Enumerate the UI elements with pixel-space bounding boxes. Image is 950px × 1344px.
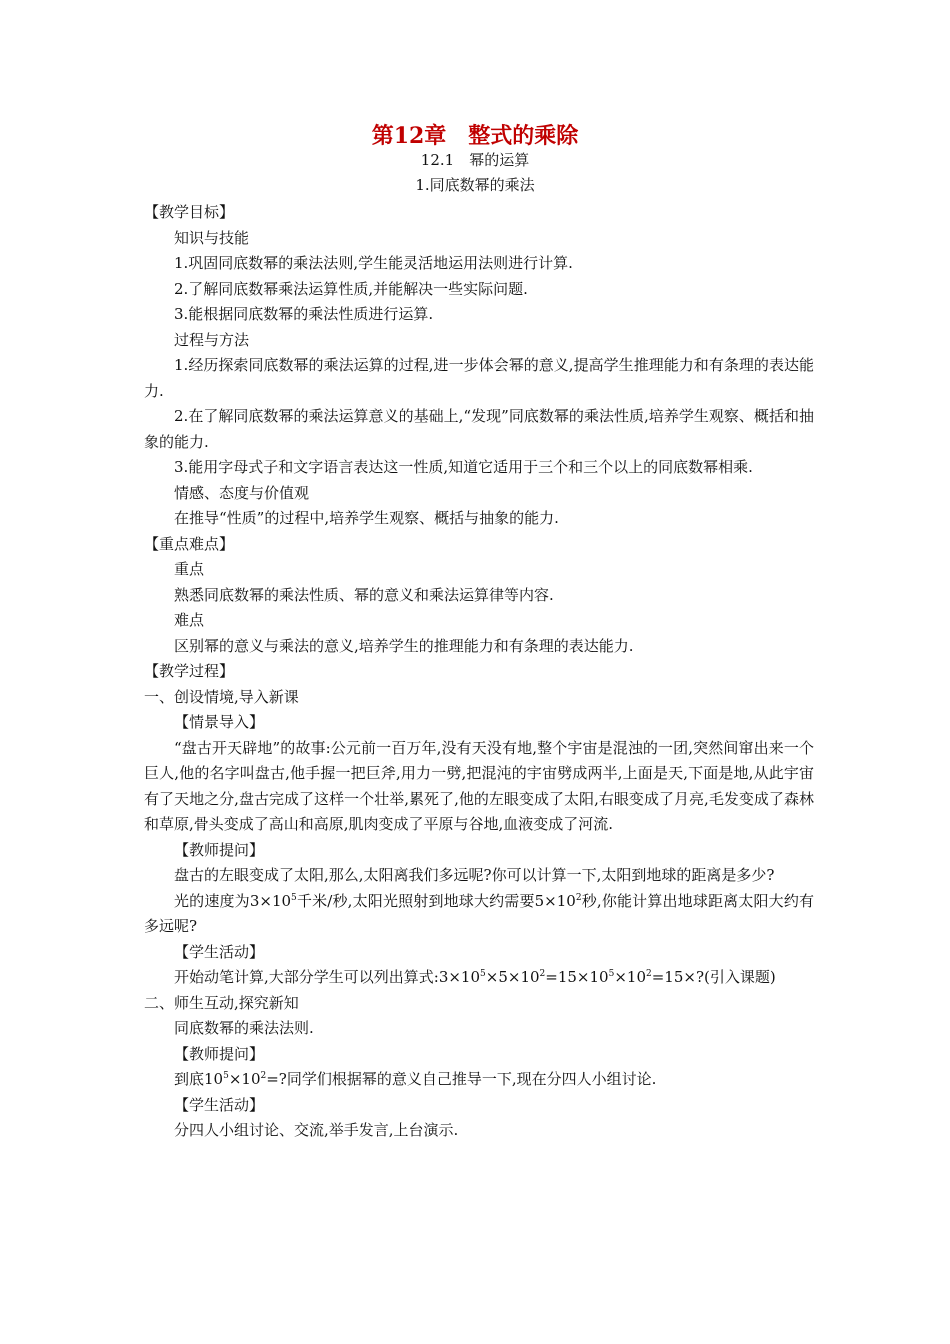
- situation-tag: 【情景导入】: [174, 713, 265, 731]
- teacher-question-tag: 【教师提问】: [174, 840, 265, 859]
- difficulty-label: 难点: [174, 611, 205, 629]
- part2-heading: 二、师生互动,探究新知: [144, 993, 299, 1012]
- key-text: 熟悉同底数幂的乘法性质、幂的意义和乘法运算律等内容.: [174, 585, 554, 604]
- process-heading: 【教学过程】: [144, 662, 235, 680]
- knowledge-heading: 知识与技能: [174, 228, 250, 247]
- story-paragraph: “盘古开天辟地”的故事:公元前一百万年,没有天没有地,整个宇宙是混浊的一团,突然间窜出来一个巨人,他的名字叫盘古,他手握一把巨斧,用力一劈,把混沌的宇宙劈成两半,上面是天,下面是地,从此宇宙有了天地之分,盘古完成了这样一个壮举,累死了,他的左眼变成了太阳,右眼变成了月亮,毛发变成了森林和草原,骨头变成了高山和高原,肌肉变成了平原与谷地,血液变成了河流.: [144, 738, 814, 833]
- student-activity-tag-2: 【学生活动】: [174, 1095, 265, 1114]
- part1-heading: 一、创设情境,导入新课: [144, 687, 299, 706]
- goals-heading: 【教学目标】: [144, 203, 235, 221]
- key-label: 重点: [174, 560, 205, 578]
- teacher-question-tag-2: 【教师提问】: [174, 1044, 265, 1063]
- goal-e1: 在推导“性质”的过程中,培养学生观察、概括与抽象的能力.: [174, 509, 559, 527]
- activity2-paragraph: 分四人小组讨论、交流,举手发言,上台演示.: [174, 1121, 459, 1139]
- calculation-paragraph: 开始动笔计算,大部分学生可以列出算式$:3\times 10^5\times 5\times 10^2=15\times 10^5\times 10^2=15\times$?(引入课题): [174, 968, 776, 986]
- key-points-heading: 【重点难点】: [144, 534, 235, 553]
- rule-line: 同底数幂的乘法法则.: [174, 1019, 314, 1037]
- goal-k3: 3.能根据同底数幂的乘法性质进行运算.: [174, 305, 434, 323]
- goal-p2: 2.在了解同底数幂的乘法运算意义的基础上,“发现”同底数幂的乘法性质,培养学生观察、概括和抽象的能力.: [144, 407, 814, 451]
- light-speed-paragraph: 光的速度为$3\times 10^5$千米/秒,太阳光照射到地球大约需要$5\times 10^2$秒,你能计算出地球距离太阳大约有多远呢?: [144, 891, 814, 935]
- question2-paragraph: 到底$10^5\times 10^2=$?同学们根据幂的意义自己推导一下,现在分四人小组讨论.: [174, 1070, 657, 1088]
- document-body: [144, 200, 814, 1144]
- subsection-title: 1.同底数幂的乘法: [415, 176, 535, 194]
- student-activity-tag: 【学生活动】: [174, 942, 265, 961]
- goal-p3: 3.能用字母式子和文字语言表达这一性质,知道它适用于三个和三个以上的同底数幂相乘.: [174, 458, 753, 476]
- process-method-heading: 过程与方法: [174, 330, 250, 349]
- goal-p1: 1.经历探索同底数幂的乘法运算的过程,进一步体会幂的意义,提高学生推理能力和有条理的表达能力.: [144, 356, 814, 400]
- section-title: 12.1 幂的运算: [420, 151, 530, 169]
- question-paragraph: 盘古的左眼变成了太阳,那么,太阳离我们多远呢?你可以计算一下,太阳到地球的距离是多少?: [174, 866, 775, 884]
- chapter-title: 第12章 整式的乘除: [371, 123, 579, 149]
- goal-k2: 2.了解同底数幂乘法运算性质,并能解决一些实际问题.: [174, 279, 528, 298]
- emotion-heading: 情感、态度与价值观: [174, 483, 310, 502]
- difficulty-text: 区别幂的意义与乘法的意义,培养学生的推理能力和有条理的表达能力.: [174, 636, 634, 655]
- goal-k1: 1.巩固同底数幂的乘法法则,学生能灵活地运用法则进行计算.: [174, 254, 573, 272]
